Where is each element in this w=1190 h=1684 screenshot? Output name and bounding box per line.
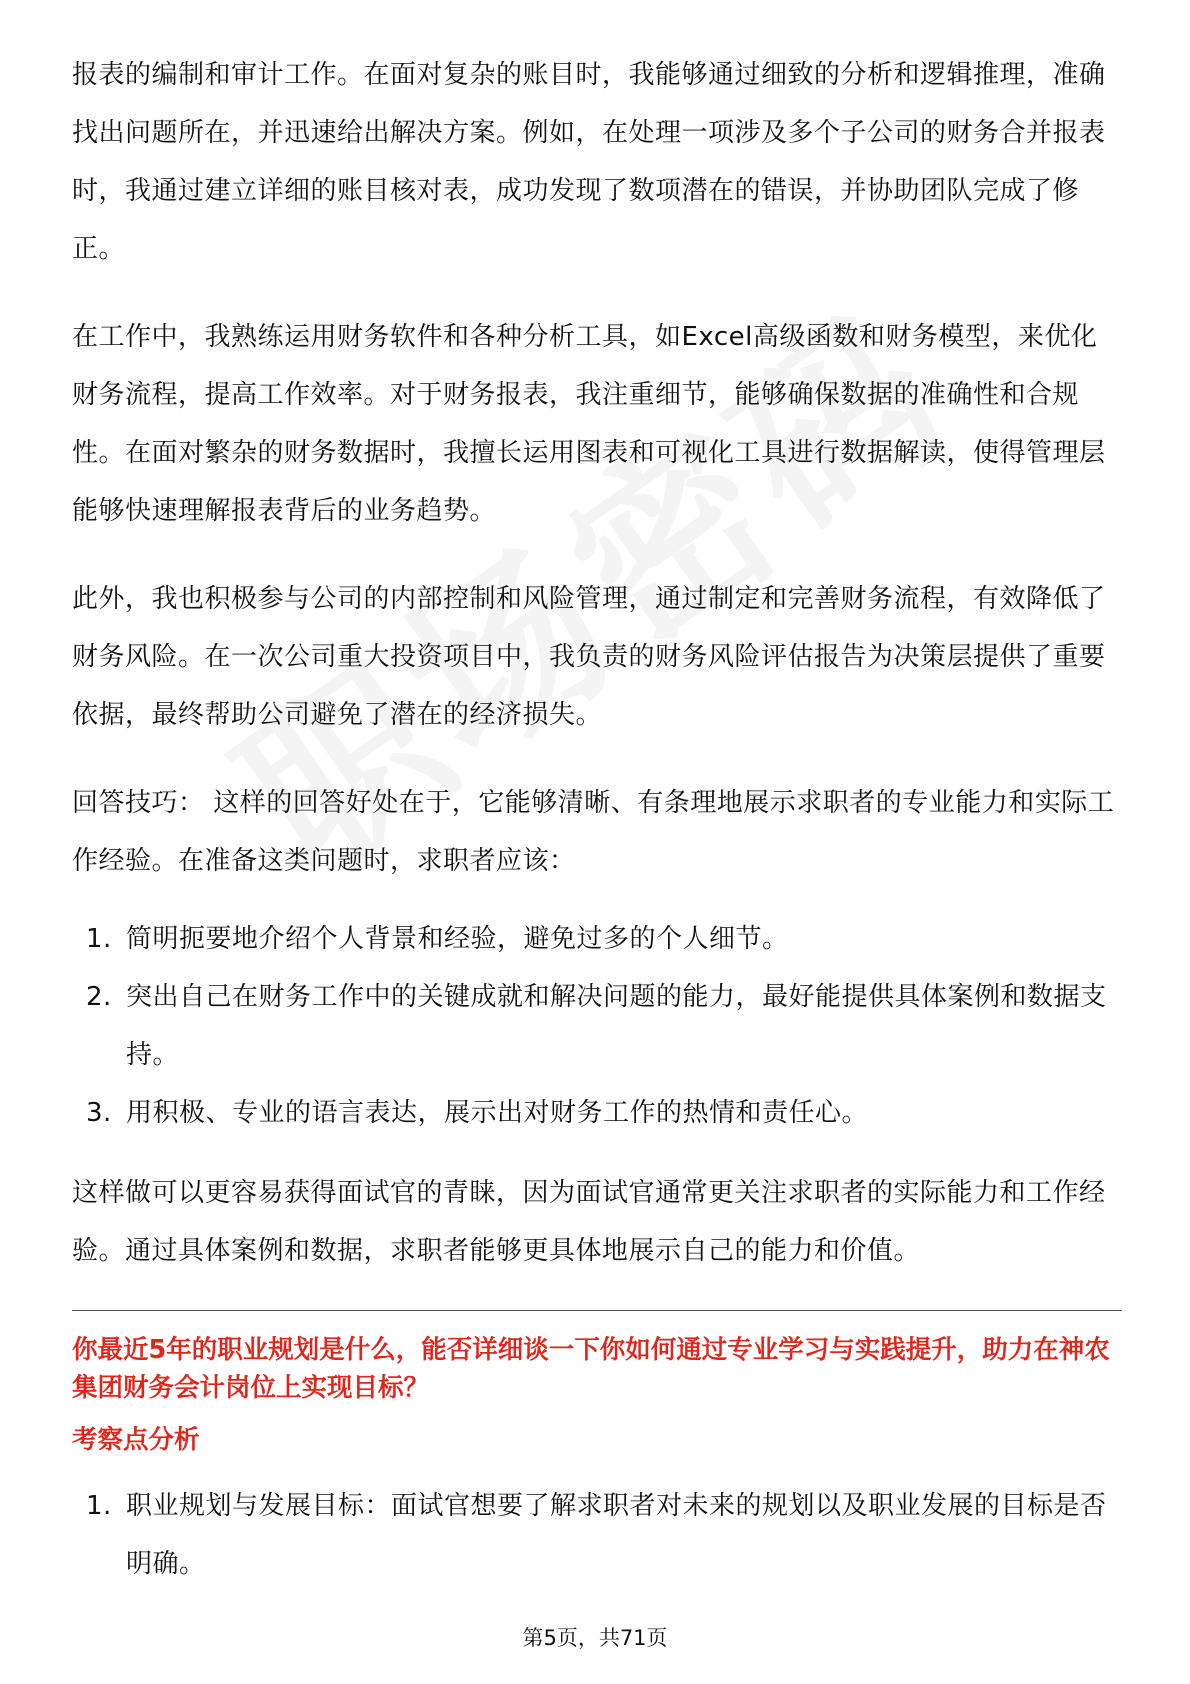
page-footer: 第5页，共71页 — [522, 1626, 668, 1650]
section-title: 考察点分析 — [72, 1425, 200, 1455]
list-item-text: 简明扼要地介绍个人背景和经验，避免过多的个人细节。 — [126, 924, 789, 954]
interview-question: 你最近5年的职业规划是什么，能否详细谈一下你如何通过专业学习与实践提升，助力在神农集团财务会计岗位上实现目标？ — [72, 1335, 1110, 1403]
answer-tips-paragraph: 回答技巧： 这样的回答好处在于，它能够清晰、有条理地展示求职者的专业能力和实际工作经验。在准备这类问题时，求职者应该： — [72, 788, 1115, 876]
document-body — [72, 46, 1122, 1593]
list-item — [72, 910, 1122, 968]
tips-list — [72, 910, 1122, 1142]
paragraph-1: 报表的编制和审计工作。在面对复杂的账目时，我能够通过细致的分析和逻辑推理，准确找出问题所在，并迅速给出解决方案。例如，在处理一项涉及多个子公司的财务合并报表时，我通过建立详细的账目核对表，成功发现了数项潜在的错误，并协助团队完成了修正。 — [72, 60, 1106, 264]
list-item — [72, 968, 1122, 1084]
list-item-number: 1. — [86, 1491, 112, 1521]
list-item-number: 1. — [86, 924, 112, 954]
list-item-text: 职业规划与发展目标：面试官想要了解求职者对未来的规划以及职业发展的目标是否明确。 — [126, 1491, 1107, 1579]
section-divider — [72, 1310, 1122, 1311]
list-item-text: 突出自己在财务工作中的关键成就和解决问题的能力，最好能提供具体案例和数据支持。 — [126, 982, 1107, 1070]
paragraph-2: 在工作中，我熟练运用财务软件和各种分析工具，如Excel高级函数和财务模型，来优化财务流程，提高工作效率。对于财务报表，我注重细节，能够确保数据的准确性和合规性。在面对繁杂的财务数据时，我擅长运用图表和可视化工具进行数据解读，使得管理层能够快速理解报表背后的业务趋势。 — [72, 322, 1106, 526]
list-item-number: 2. — [86, 982, 112, 1012]
list-item — [72, 1084, 1122, 1142]
list-item-number: 3. — [86, 1098, 112, 1128]
paragraph-3: 此外，我也积极参与公司的内部控制和风险管理，通过制定和完善财务流程，有效降低了财务风险。在一次公司重大投资项目中，我负责的财务风险评估报告为决策层提供了重要依据，最终帮助公司避免了潜在的经济损失。 — [72, 584, 1106, 730]
analysis-list — [72, 1477, 1122, 1593]
paragraph-conclusion: 这样做可以更容易获得面试官的青睐，因为面试官通常更关注求职者的实际能力和工作经验。通过具体案例和数据，求职者能够更具体地展示自己的能力和价值。 — [72, 1178, 1106, 1266]
list-item — [72, 1477, 1122, 1593]
list-item-text: 用积极、专业的语言表达，展示出对财务工作的热情和责任心。 — [126, 1098, 869, 1128]
